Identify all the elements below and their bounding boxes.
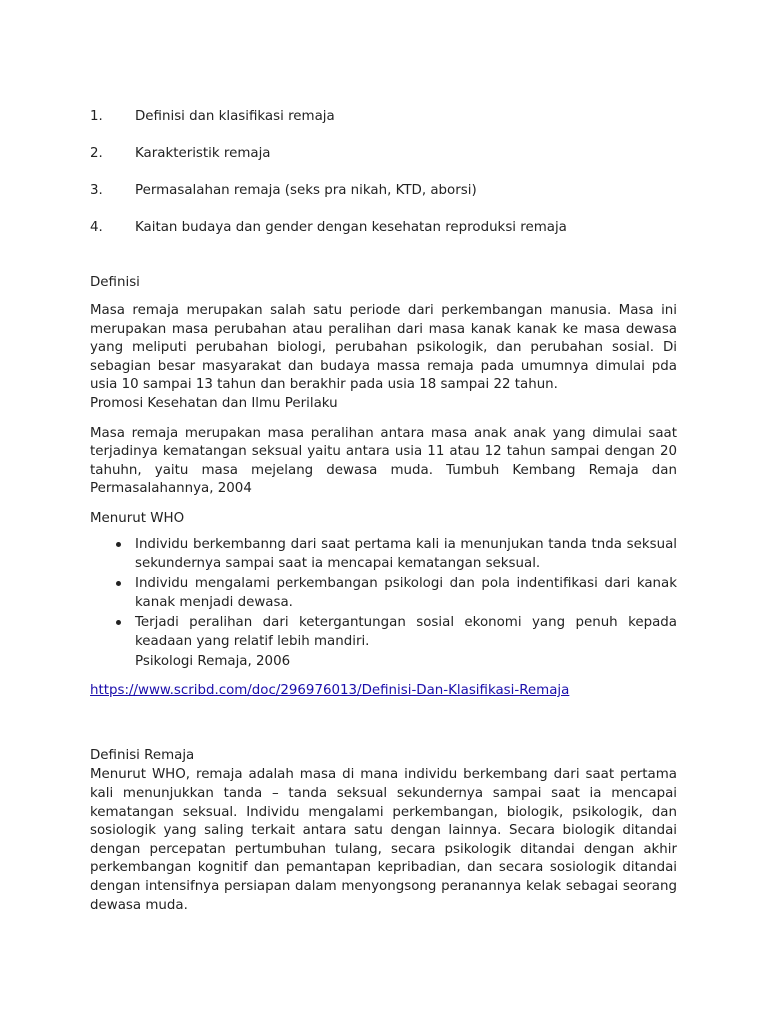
definisi-source-1: Promosi Kesehatan dan Ilmu Perilaku — [90, 395, 338, 411]
list-item — [90, 613, 677, 652]
toc-item — [90, 145, 677, 163]
toc-item — [90, 182, 677, 200]
list-item — [90, 574, 677, 613]
toc-text: Kaitan budaya dan gender dengan kesehatan reproduksi remaja — [135, 220, 567, 235]
bullet-dot-icon — [90, 613, 135, 652]
definisi-remaja-paragraph: Menurut WHO, remaja adalah masa di mana individu berkembang dari saat pertama kali menunjukkan tanda – tanda seksual sekundernya sampai saat ia mencapai kematangan seksual. Individu mengalami perkembangan, biologik, psikologik, dan sosiologik yang saling terkait antara satu dengan lainnya. Secara biologik ditandai dengan percepatan pertumbuhan tulang, secara psikologik ditandai dengan akhir perkembangan kognitif dan pemantapan kepribadian, dan secara sosiologik ditandai dengan intensifnya persiapan dalam menyongsong peranannya kelak sebagai seorang dewasa muda. — [90, 767, 677, 913]
who-heading: Menurut WHO — [90, 510, 185, 526]
list-item — [90, 535, 677, 574]
list-item-text: Individu mengalami perkembangan psikologi dan pola indentifikasi dari kanak kanak menjadi dewasa. — [135, 575, 677, 611]
definisi-paragraph-1: Masa remaja merupakan salah satu periode dari perkembangan manusia. Masa ini merupakan masa perubahan atau peralihan dari masa kanak kanak ke masa dewasa yang meliputi perubahan biologi, perubahan psikologik, dan perubahan sosial. Di sebagian besar masyarakat dan budaya massa remaja pada umumnya dimulai pda usia 10 sampai 13 tahun dan berakhir pada usia 18 sampai 22 tahun. — [90, 303, 677, 393]
toc-text: Permasalahan remaja (seks pra nikah, KTD, aborsi) — [135, 183, 477, 198]
toc-number: 1. — [90, 109, 103, 124]
toc-number: 2. — [90, 146, 103, 161]
toc-number: 3. — [90, 183, 103, 198]
bullet-dot-icon — [90, 574, 135, 613]
document-page — [90, 108, 677, 915]
toc-item — [90, 108, 677, 126]
definisi-block — [90, 302, 677, 414]
toc-item — [90, 219, 677, 237]
definisi-paragraph-2: Masa remaja merupakan masa peralihan antara masa anak anak yang dimulai saat terjadinya kematangan seksual yaitu antara usia 11 atau 12 tahun sampai dengan 20 tahuhn, yaitu masa mejelang dewasa muda. Tumbuh Kembang Remaja dan Permasalahannya, 2004 — [90, 425, 677, 497]
scribd-link[interactable]: https://www.scribd.com/doc/296976013/Definisi-Dan-Klasifikasi-Remaja — [90, 683, 570, 699]
definisi-heading: Definisi — [90, 275, 140, 290]
definisi-remaja-heading: Definisi Remaja — [90, 748, 195, 764]
toc-text: Definisi dan klasifikasi remaja — [135, 109, 335, 124]
toc-text: Karakteristik remaja — [135, 146, 271, 161]
list-item-text: Individu berkembanng dari saat pertama kali ia menunjukan tanda tnda seksual sekundernya sampai saat ia mencapai kematangan seksual. — [135, 536, 677, 572]
who-bullet-list — [90, 535, 677, 652]
toc-number: 4. — [90, 220, 103, 235]
table-of-contents — [90, 108, 677, 237]
who-source: Psikologi Remaja, 2006 — [135, 653, 291, 669]
list-item-text: Terjadi peralihan dari ketergantungan sosial ekonomi yang penuh kepada keadaan yang relatif lebih mandiri. — [135, 614, 677, 650]
bullet-dot-icon — [90, 535, 135, 574]
